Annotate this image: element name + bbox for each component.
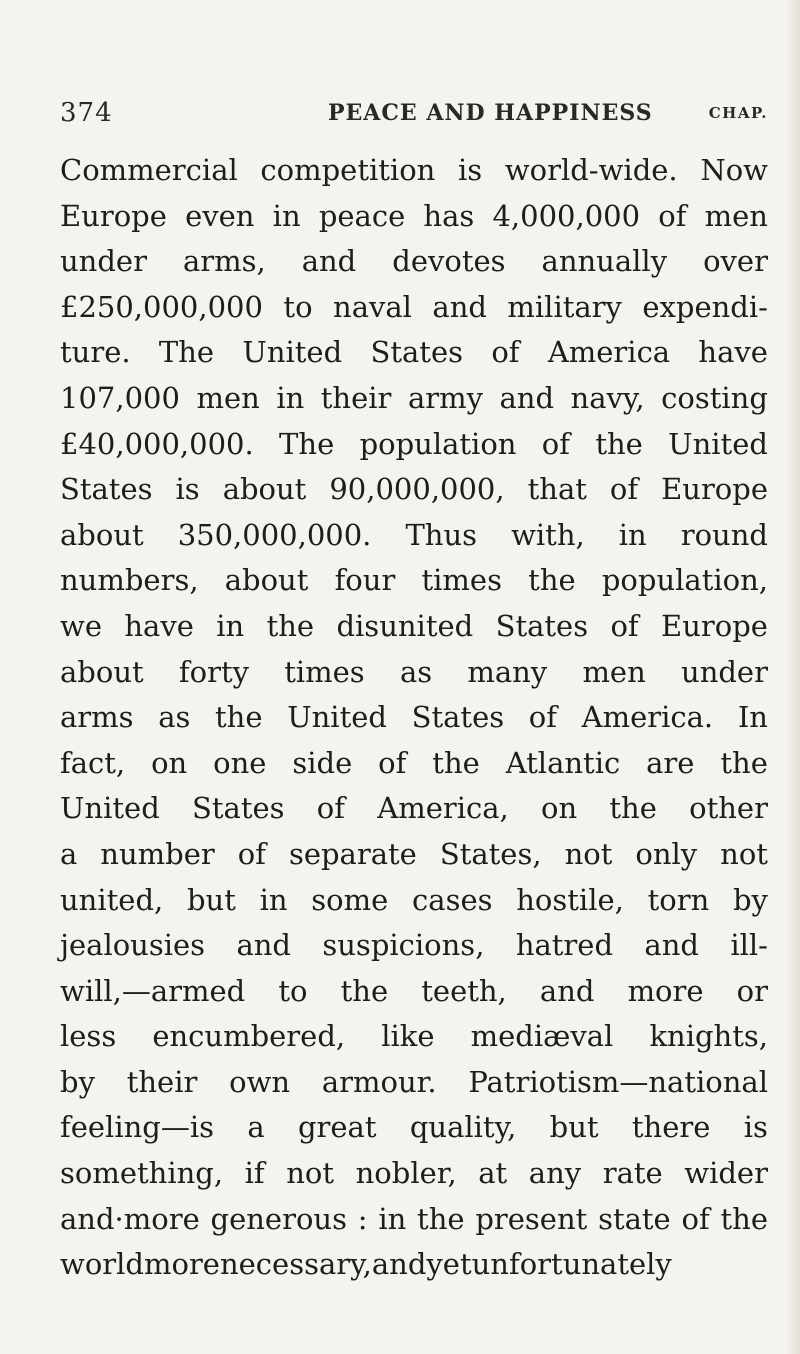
word: number <box>100 836 215 871</box>
word: of <box>658 198 687 233</box>
word: : <box>357 1201 368 1236</box>
text-line <box>60 194 768 240</box>
word: of <box>237 836 266 871</box>
word: Now <box>700 153 768 187</box>
word: of <box>681 1201 710 1236</box>
word: on <box>151 745 188 780</box>
word: or <box>736 973 768 1008</box>
word: arms <box>60 700 134 735</box>
word: army <box>407 380 483 415</box>
word: States <box>192 791 285 826</box>
word: the <box>417 1201 465 1236</box>
text-line <box>60 148 768 194</box>
text-line <box>60 467 768 513</box>
word: The <box>158 335 215 370</box>
word: States, <box>439 836 542 871</box>
word: of <box>609 472 639 507</box>
word: 90,000,000, <box>329 472 505 507</box>
word: Europe <box>60 198 167 233</box>
word: United <box>60 791 160 826</box>
word: is <box>743 1110 768 1145</box>
word: in <box>618 517 647 552</box>
text-line <box>60 969 768 1015</box>
text-line <box>60 786 768 832</box>
word: America <box>547 335 671 370</box>
word: 107,000 <box>60 380 180 415</box>
text-line <box>60 604 768 650</box>
word: cases <box>412 882 493 917</box>
word: of <box>491 335 520 370</box>
word: as <box>399 654 433 689</box>
word: more <box>143 1247 220 1282</box>
word: great <box>297 1110 377 1145</box>
word: unfortunately <box>471 1247 672 1282</box>
word: over <box>703 244 768 279</box>
text-line <box>60 513 768 559</box>
word: annually <box>541 244 668 279</box>
word: one <box>213 745 267 780</box>
word: under <box>681 654 768 689</box>
word: and <box>539 973 595 1008</box>
word: ture. <box>60 335 131 370</box>
word: times <box>421 563 502 598</box>
word: yet <box>426 1247 472 1282</box>
word: the <box>720 745 768 780</box>
word: necessary, <box>219 1247 372 1282</box>
word: and <box>371 1247 427 1282</box>
word: hatred <box>515 928 614 963</box>
word: the <box>720 1201 768 1236</box>
word: of <box>378 745 407 780</box>
word: but <box>549 1110 599 1145</box>
text-line <box>60 650 768 696</box>
word: military <box>507 289 622 324</box>
word: expendi- <box>642 289 768 324</box>
word: Patriotism—national <box>468 1064 768 1099</box>
word: ill- <box>730 928 768 963</box>
word: feeling—is <box>60 1110 215 1145</box>
text-line <box>60 878 768 924</box>
word: navy, <box>570 380 645 415</box>
word: of <box>316 791 345 826</box>
word: the <box>432 745 480 780</box>
word: are <box>646 745 695 780</box>
word: separate <box>288 836 417 871</box>
word: rate <box>602 1156 663 1191</box>
word: in <box>276 380 305 415</box>
word: is <box>175 472 200 507</box>
word: have <box>124 608 194 643</box>
word: United <box>668 426 768 461</box>
word: population <box>359 426 517 461</box>
word: more <box>627 973 704 1008</box>
word: round <box>680 517 768 552</box>
word: even <box>185 198 255 233</box>
word: about <box>60 654 144 689</box>
word: devotes <box>392 244 506 279</box>
word: their <box>320 380 392 415</box>
page-number: 374 <box>60 98 113 128</box>
text-line <box>60 1197 768 1243</box>
word: and <box>499 380 555 415</box>
text-line <box>60 239 768 285</box>
word: In <box>737 700 768 735</box>
word: to <box>283 289 313 324</box>
word: America, <box>377 791 509 826</box>
word: arms, <box>182 244 266 279</box>
text-line <box>60 1014 768 1060</box>
word: the <box>266 608 315 643</box>
word: if <box>244 1156 265 1191</box>
word: but <box>186 882 236 917</box>
word: own <box>229 1064 291 1099</box>
word: States <box>370 335 463 370</box>
word: numbers, <box>60 563 199 598</box>
word: side <box>292 745 353 780</box>
word: £40,000,000. <box>60 426 254 461</box>
word: to <box>278 973 308 1008</box>
word: united, <box>60 882 164 917</box>
word: disunited <box>336 608 474 643</box>
word: about <box>224 563 309 598</box>
word: Commercial <box>60 153 238 187</box>
word: men <box>582 654 646 689</box>
word: peace <box>318 198 406 233</box>
word: about <box>222 472 307 507</box>
word: fact, <box>60 745 126 780</box>
word: men <box>196 380 260 415</box>
word: not <box>720 836 768 871</box>
word: United <box>242 335 343 370</box>
word: and <box>432 289 487 324</box>
word: costing <box>661 380 768 415</box>
word: in <box>378 1201 407 1236</box>
text-line <box>60 376 768 422</box>
word: under <box>60 244 147 279</box>
word: quality, <box>409 1110 517 1145</box>
word: and·more <box>60 1201 200 1236</box>
word: naval <box>333 289 412 324</box>
word: mediæval <box>470 1019 614 1054</box>
word: of <box>610 608 639 643</box>
word: not <box>286 1156 335 1191</box>
word: Thus <box>405 517 478 552</box>
word: forty <box>178 654 249 689</box>
word: a <box>60 836 78 871</box>
word: their <box>126 1064 198 1099</box>
text-line <box>60 832 768 878</box>
word: America. <box>581 700 714 735</box>
word: wider <box>684 1156 768 1191</box>
word: and <box>301 244 357 279</box>
word: and <box>644 928 699 963</box>
word: as <box>158 700 191 735</box>
text-line <box>60 1105 768 1151</box>
word: that <box>527 472 587 507</box>
word: a <box>247 1110 265 1145</box>
word: States <box>60 472 153 507</box>
word: encumbered, <box>152 1019 346 1054</box>
word: many <box>467 654 548 689</box>
word: torn <box>647 882 710 917</box>
word: any <box>528 1156 582 1191</box>
word: has <box>423 198 475 233</box>
page-edge-shadow <box>786 0 800 1354</box>
word: four <box>334 563 396 598</box>
word: less <box>60 1019 117 1054</box>
word: teeth, <box>421 973 507 1008</box>
text-line <box>60 923 768 969</box>
word: and <box>236 928 291 963</box>
word: on <box>541 791 578 826</box>
text-line <box>60 422 768 468</box>
text-line <box>60 741 768 787</box>
word: with, <box>511 517 585 552</box>
running-title: PEACE AND HAPPINESS <box>328 100 653 126</box>
word: the <box>340 973 389 1008</box>
word: present <box>475 1201 588 1236</box>
word: there <box>631 1110 711 1145</box>
word: other <box>689 791 768 826</box>
word: of <box>541 426 570 461</box>
word: something, <box>60 1156 224 1191</box>
word: state <box>598 1201 671 1236</box>
word: in <box>216 608 245 643</box>
word: States <box>411 700 505 735</box>
word: not <box>564 836 613 871</box>
word: have <box>698 335 768 370</box>
word: Europe <box>661 472 768 507</box>
word: 4,000,000 <box>492 198 641 233</box>
text-line <box>60 558 768 604</box>
word: Atlantic <box>505 745 621 780</box>
word: of <box>528 700 557 735</box>
word: jealousies <box>60 928 206 963</box>
word: Europe <box>661 608 768 643</box>
word: in <box>272 198 301 233</box>
word: we <box>60 608 102 643</box>
word: 350,000,000. <box>177 517 372 552</box>
word: nobler, <box>355 1156 457 1191</box>
word: will,—armed <box>60 973 246 1008</box>
word: world-wide. <box>504 153 678 187</box>
word: knights, <box>649 1019 768 1054</box>
text-line <box>60 1060 768 1106</box>
word: some <box>311 882 389 917</box>
word: the <box>595 426 643 461</box>
text-line <box>60 330 768 376</box>
chapter-label: CHAP. <box>708 104 768 122</box>
word: competition <box>260 153 436 187</box>
word: suspicions, <box>322 928 485 963</box>
page-header <box>60 98 768 138</box>
body-text <box>60 148 768 1288</box>
word: hostile, <box>516 882 624 917</box>
word: population, <box>601 563 768 598</box>
word: at <box>478 1156 508 1191</box>
text-line <box>60 695 768 741</box>
word: by <box>60 1064 95 1099</box>
word: about <box>60 517 144 552</box>
word: by <box>732 882 768 917</box>
word: in <box>259 882 288 917</box>
word: world <box>60 1247 144 1282</box>
word: States <box>495 608 589 643</box>
word: the <box>609 791 657 826</box>
text-line <box>60 1151 768 1197</box>
word: only <box>635 836 698 871</box>
word: United <box>287 700 387 735</box>
word: armour. <box>321 1064 437 1099</box>
word: like <box>381 1019 435 1054</box>
word: £250,000,000 <box>60 289 263 324</box>
text-line <box>60 285 768 331</box>
text-line <box>60 1242 768 1288</box>
word: men <box>704 198 768 233</box>
word: times <box>284 654 365 689</box>
word: generous <box>210 1201 347 1236</box>
word: the <box>215 700 263 735</box>
word: is <box>458 153 483 187</box>
word: the <box>528 563 576 598</box>
word: The <box>279 426 335 461</box>
